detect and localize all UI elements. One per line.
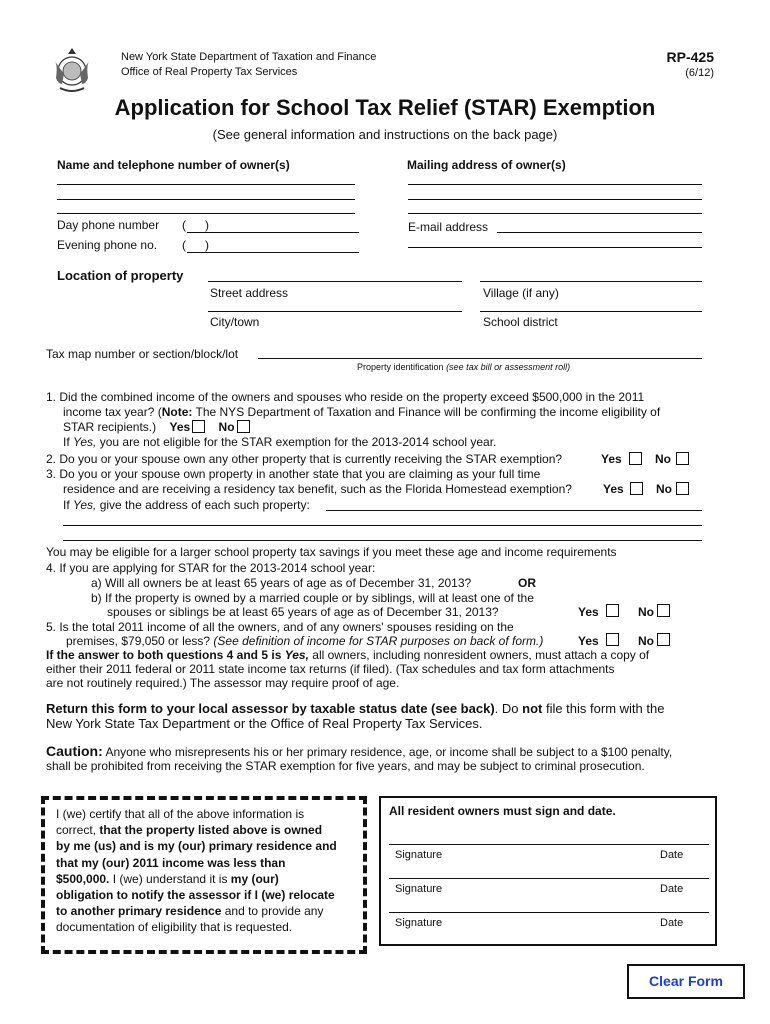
date-label-1: Date <box>660 849 684 861</box>
q1-line-1: 1. Did the combined income of the owners and spouses who reside on the property exceed $500,000 in the 2011 <box>46 390 645 404</box>
signature-label-3: Signature <box>395 917 443 929</box>
q4-or: OR <box>518 576 536 590</box>
q3-address-field-2[interactable] <box>63 525 702 526</box>
q5-line-2: premises, $79,050 or less? (See definition of income for STAR purposes on back of form.) <box>66 634 544 648</box>
q5-no-checkbox[interactable] <box>657 633 670 646</box>
q2-text: 2. Do you or your spouse own any other property that is currently receiving the STAR exemption? <box>46 452 563 466</box>
certification-text: I (we) certify that all of the above information is correct, that the property listed above is owned by me (us) and is my (our) primary residence and that my (our) 2011 income was less than $500,000. I (we) understand it is my (our) obligation to notify the assessor if I (we) relocate to another primary residence and to provide any documentation of eligibility that is requested. <box>56 807 337 935</box>
school-district-label: School district <box>483 315 558 329</box>
age-intro: You may be eligible for a larger school property tax savings if you meet these age and income requirements <box>46 545 617 559</box>
return-instruction: Return this form to your local assessor by taxable status date (see back). Do not file this form with the <box>46 701 665 716</box>
village-field[interactable] <box>480 281 702 282</box>
q2-no-label: No <box>655 452 671 466</box>
date-label-3: Date <box>660 917 684 929</box>
form-id: RP-425 <box>666 49 714 65</box>
page-title: Application for School Tax Relief (STAR) Exemption <box>114 95 656 120</box>
q4-yes-label: Yes <box>578 605 599 619</box>
school-district-field[interactable] <box>480 311 702 312</box>
caution-line-2: shall be prohibited from receiving the STAR exemption for five years, and may be subject to criminal prosecution. <box>46 759 645 773</box>
city-field[interactable] <box>208 311 462 312</box>
evening-phone-label: Evening phone no. <box>57 238 158 252</box>
q4b-line-1: b) If the property is owned by a married couple or by siblings, will at least one of the <box>91 591 534 605</box>
mailing-address-field-3[interactable] <box>408 213 702 214</box>
q1-no-checkbox[interactable] <box>237 420 250 433</box>
q4-no-checkbox[interactable] <box>657 604 670 617</box>
city-label: City/town <box>210 315 260 329</box>
dept-name: New York State Department of Taxation and Finance <box>121 51 377 63</box>
day-phone-label: Day phone number <box>57 218 160 232</box>
q3-address-field-1[interactable] <box>326 510 702 511</box>
q3-line-2: residence and are receiving a residency tax benefit, such as the Florida Homestead exemption? <box>63 482 572 496</box>
q4b-line-2: spouses or siblings be at least 65 years of age as of December 31, 2013? <box>107 605 499 619</box>
q2-yes-checkbox[interactable] <box>629 452 642 465</box>
form-revision: (6/12) <box>685 67 714 79</box>
signature-field-2[interactable] <box>389 878 709 879</box>
email-field-2[interactable] <box>408 247 702 248</box>
location-label: Location of property <box>57 268 184 283</box>
evening-phone-field[interactable] <box>187 252 359 253</box>
office-name: Office of Real Property Tax Services <box>121 66 298 78</box>
email-field[interactable] <box>497 232 702 233</box>
mailing-address-field-2[interactable] <box>408 199 702 200</box>
signature-field-1[interactable] <box>389 844 709 845</box>
street-address-field[interactable] <box>208 281 462 282</box>
tax-map-field[interactable] <box>258 358 702 359</box>
day-phone-paren-close: ) <box>205 218 209 232</box>
owner-name-field-1[interactable] <box>57 184 355 185</box>
signature-field-3[interactable] <box>389 912 709 913</box>
mailing-address-field-1[interactable] <box>408 184 702 185</box>
page-subtitle: (See general information and instructions on the back page) <box>212 127 558 142</box>
q4a-text: a) Will all owners be at least 65 years of age as of December 31, 2013? <box>91 576 472 590</box>
evening-phone-paren-open: ( <box>182 238 186 252</box>
owner-name-label: Name and telephone number of owner(s) <box>57 158 290 172</box>
attach-note-line-3: are not routinely required.) The assessor may require proof of age. <box>46 676 400 690</box>
property-id-caption: Property identification (see tax bill or assessment roll) <box>357 362 571 372</box>
street-address-label: Street address <box>210 286 289 300</box>
signature-label-1: Signature <box>395 849 443 861</box>
q4-yes-checkbox[interactable] <box>606 604 619 617</box>
q3-yes-label: Yes <box>603 482 624 496</box>
return-instruction-line-2: New York State Tax Department or the Office of Real Property Tax Services. <box>46 716 483 731</box>
nys-seal-logo <box>46 44 98 96</box>
attach-note-line-2: either their 2011 federal or 2011 state income tax returns (if filed). (Tax schedules and tax form attachments <box>46 662 615 676</box>
attach-note-line-1: If the answer to both questions 4 and 5 is Yes, all owners, including nonresident owners, must attach a copy of <box>46 648 650 662</box>
q4-no-label: No <box>638 605 654 619</box>
evening-phone-paren-close: ) <box>205 238 209 252</box>
q1-yes-checkbox[interactable] <box>192 420 205 433</box>
q3-address-field-3[interactable] <box>63 540 702 541</box>
caution-line-1: Caution: Anyone who misrepresents his or her primary residence, age, or income shall be subject to a $100 penalty, <box>46 743 673 759</box>
signature-label-2: Signature <box>395 883 443 895</box>
day-phone-paren-open: ( <box>182 218 186 232</box>
q5-yes-label: Yes <box>578 634 599 648</box>
mailing-address-label: Mailing address of owner(s) <box>407 158 566 172</box>
village-label: Village (if any) <box>483 286 559 300</box>
q2-yes-label: Yes <box>601 452 622 466</box>
q1-line-4: If Yes, you are not eligible for the STAR exemption for the 2013-2014 school year. <box>63 435 497 449</box>
q1-line-2: income tax year? (Note: The NYS Department of Taxation and Finance will be confirming the income eligibility of <box>63 405 661 419</box>
date-label-2: Date <box>660 883 684 895</box>
q1-line-3: STAR recipients.) Yes No <box>63 420 250 434</box>
q4-text: 4. If you are applying for STAR for the 2013-2014 school year: <box>46 561 376 575</box>
q3-no-checkbox[interactable] <box>676 482 689 495</box>
q3-yes-checkbox[interactable] <box>630 482 643 495</box>
tax-map-label: Tax map number or section/block/lot <box>46 347 239 361</box>
q2-no-checkbox[interactable] <box>676 452 689 465</box>
email-label: E-mail address <box>408 220 489 234</box>
signature-heading: All resident owners must sign and date. <box>389 804 616 818</box>
owner-name-field-2[interactable] <box>57 199 355 200</box>
day-phone-field[interactable] <box>187 232 359 233</box>
q3-no-label: No <box>656 482 672 496</box>
clear-form-button[interactable]: Clear Form <box>627 964 745 999</box>
q3-line-3: If Yes, give the address of each such property: <box>63 498 310 512</box>
q5-line-1: 5. Is the total 2011 income of all the owners, and of any owners' spouses residing on the <box>46 620 514 634</box>
q5-no-label: No <box>638 634 654 648</box>
owner-name-field-3[interactable] <box>57 213 355 214</box>
q3-line-1: 3. Do you or your spouse own property in another state that you are claiming as your full time <box>46 467 541 481</box>
q5-yes-checkbox[interactable] <box>606 633 619 646</box>
